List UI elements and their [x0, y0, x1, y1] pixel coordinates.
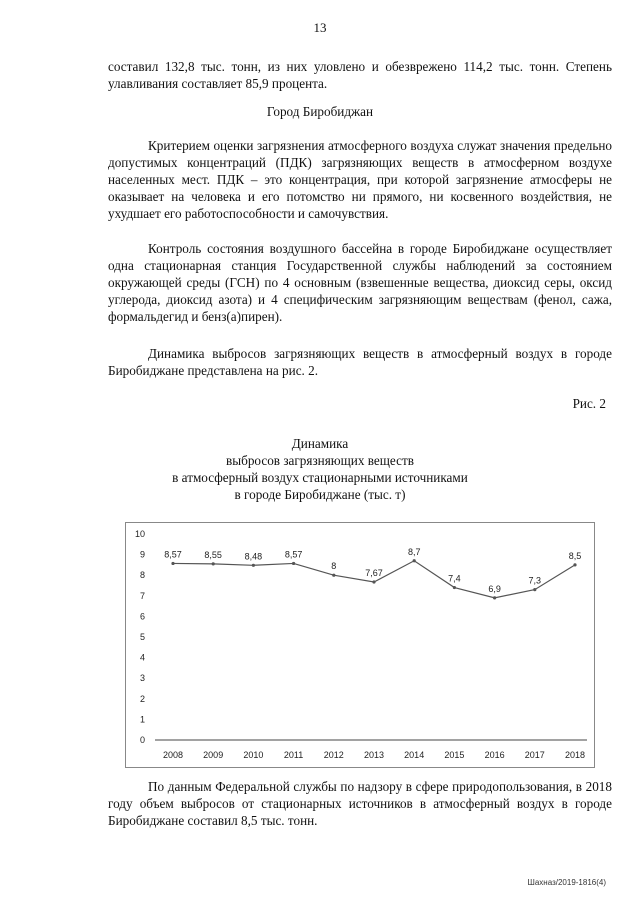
chart-title-line-2: выбросов загрязняющих веществ: [226, 453, 414, 468]
paragraph-criteria: Критерием оценки загрязнения атмосферного воздуха служат значения предельно допустимых концентраций (ПДК) загрязняющих веществ в атмосферном воздухе населенных мест. ПДК – это концентрация, при которой загрязнение атмосферы не оказывает на человека и его потомство ни прямого, ни косвенного воздействия, не ухудшает его работоспособности и самочувствия.: [108, 138, 612, 221]
data-point: [533, 588, 536, 591]
y-tick-label: 2: [139, 693, 145, 704]
y-tick-label: 8: [139, 570, 145, 581]
x-tick-label: 2010: [243, 750, 264, 760]
page-number: 13: [313, 20, 327, 35]
y-tick-label: 4: [139, 652, 145, 663]
y-tick-label: 3: [139, 673, 145, 684]
data-label: 7,67: [365, 567, 383, 578]
x-tick-label: 2015: [444, 750, 465, 760]
paragraph-intro: составил 132,8 тыс. тонн, из них уловлено и обезврежено 114,2 тыс. тонн. Степень улавливания составляет 85,9 процента.: [108, 59, 612, 91]
data-point: [171, 562, 174, 565]
y-tick-label: 9: [139, 549, 145, 560]
y-tick-label: 5: [139, 632, 145, 642]
paragraph-conclusion: По данным Федеральной службы по надзору в сфере природопользования, в 2018 году объем выбросов от стационарных источников в атмосферный воздух в городе Биробиджане составил 8,5 тыс. тонн.: [108, 779, 612, 828]
data-point: [372, 580, 375, 583]
x-tick-label: 2013: [363, 750, 385, 760]
x-tick-label: 2012: [323, 750, 344, 760]
data-label: 7,4: [448, 573, 461, 584]
data-point: [413, 559, 416, 562]
y-tick-label: 7: [139, 590, 145, 601]
data-label: 8,48: [244, 551, 263, 562]
data-point: [252, 564, 255, 567]
data-label: 6,9: [488, 583, 501, 594]
data-label: 8,5: [568, 550, 582, 561]
x-tick-label: 2017: [524, 750, 545, 760]
y-tick-label: 0: [139, 735, 145, 745]
data-label: 8: [331, 561, 337, 572]
paragraph-monitoring: Контроль состояния воздушного бассейна в городе Биробиджане осуществляет одна стационарная станция Государственной службы наблюдений за состоянием окружающей среды (ГСН) по 4 основным (взвешенные вещества, диоксид серы, оксид углерода, диоксид азота) и 4 специфическим загрязняющим веществам (фенол, сажа, формальдегид и бенз(а)пирен).: [108, 241, 612, 324]
x-tick-label: 2009: [203, 750, 224, 760]
chart-title-line-3: в атмосферный воздух стационарными источниками: [172, 470, 468, 485]
section-heading: Город Биробиджан: [266, 104, 374, 119]
x-tick-label: 2011: [283, 750, 304, 760]
data-label: 8,57: [284, 549, 303, 560]
data-point: [573, 563, 576, 566]
data-point: [332, 574, 335, 577]
footer-code: Шахназ/2019-1816(4): [527, 878, 606, 887]
data-label: 8,55: [204, 549, 222, 560]
y-tick-label: 10: [134, 529, 145, 539]
chart-title-line-1: Динамика: [291, 436, 349, 451]
data-label: 7,3: [528, 575, 542, 586]
chart-title: [0, 435, 640, 503]
emissions-line-chart: [125, 522, 595, 768]
x-tick-label: 2018: [564, 750, 586, 760]
data-label: 8,57: [164, 549, 182, 560]
y-tick-label: 1: [139, 714, 145, 725]
x-tick-label: 2014: [404, 750, 425, 760]
data-label: 8,7: [407, 546, 421, 557]
x-tick-label: 2008: [162, 750, 184, 760]
y-tick-label: 6: [139, 611, 145, 622]
chart-frame: [126, 523, 595, 768]
chart-title-line-4: в городе Биробиджане (тыс. т): [234, 487, 406, 502]
data-point: [212, 562, 215, 565]
data-point: [292, 562, 295, 565]
data-point: [493, 596, 496, 599]
paragraph-dynamics: Динамика выбросов загрязняющих веществ в атмосферный воздух в городе Биробиджане представлена на рис. 2.: [108, 346, 612, 378]
data-point: [453, 586, 456, 589]
figure-label: Рис. 2: [572, 396, 606, 411]
x-tick-label: 2016: [484, 750, 505, 760]
